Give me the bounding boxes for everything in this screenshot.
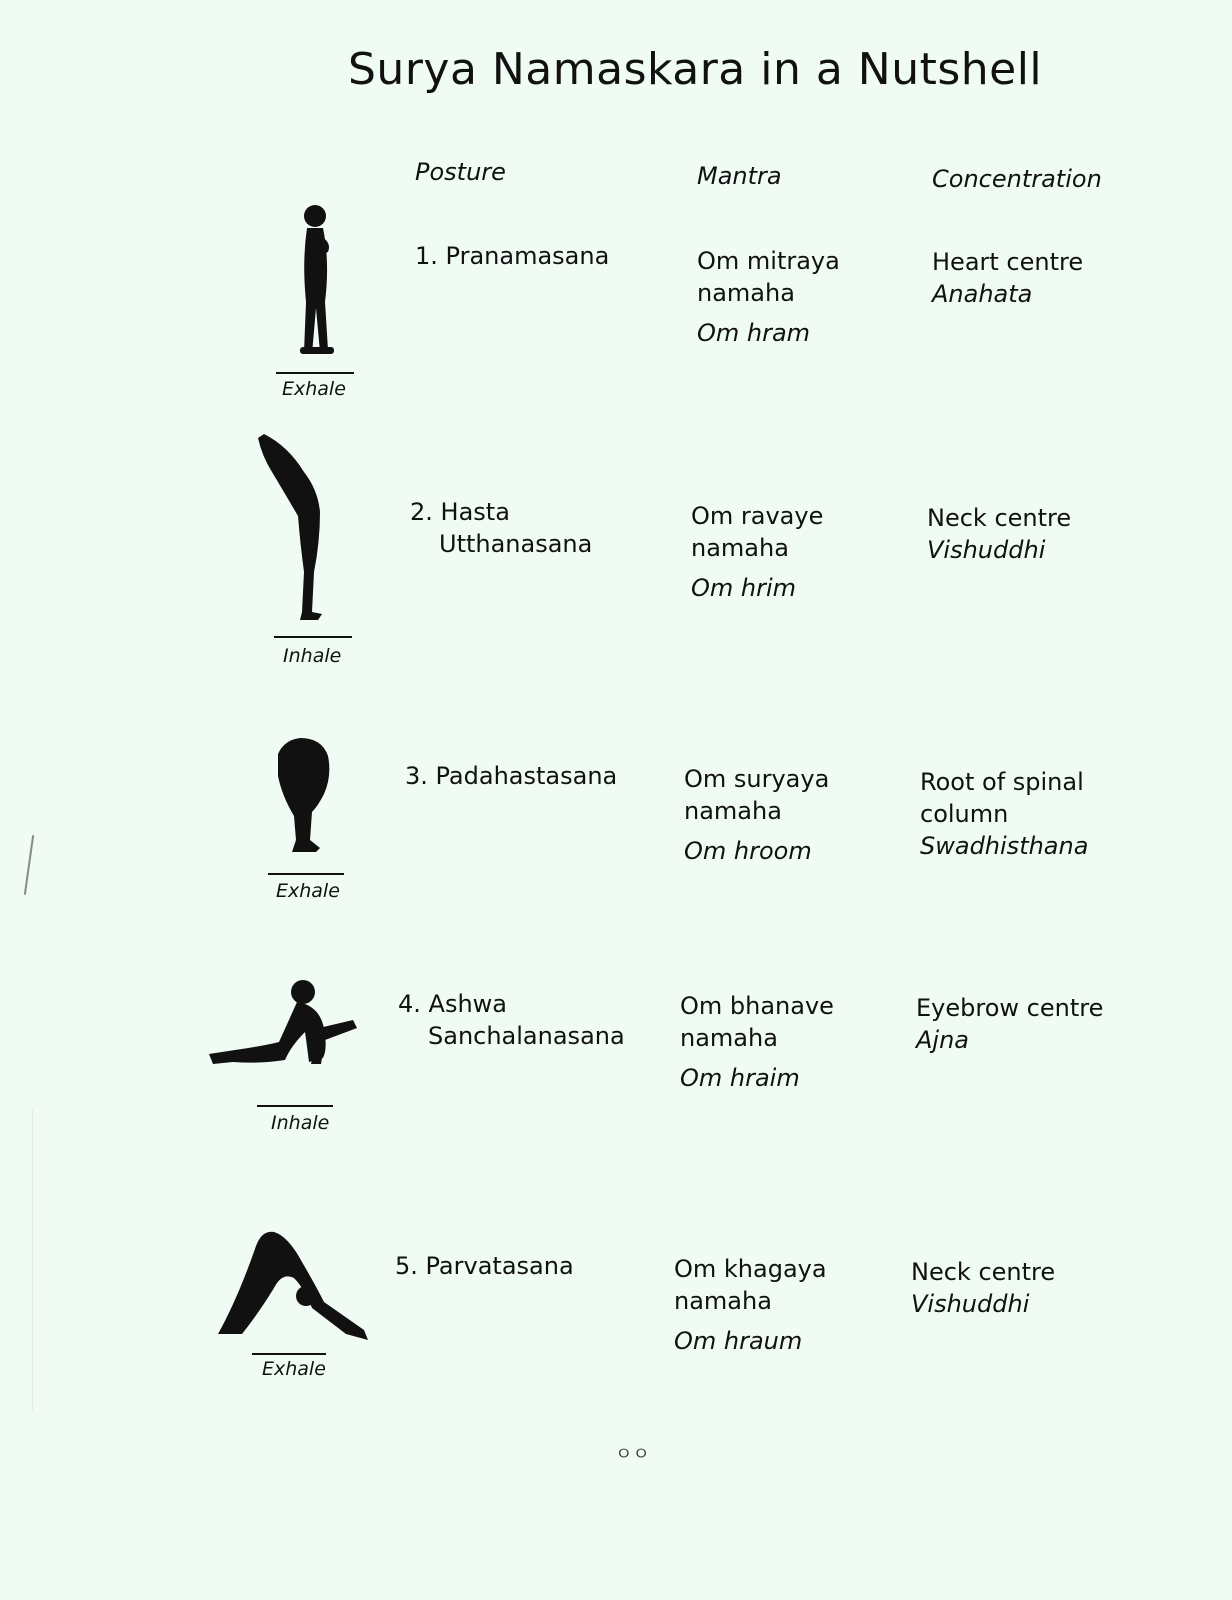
chakra-name: Ajna xyxy=(916,1026,970,1054)
page-title: Surya Namaskara in a Nutshell xyxy=(348,44,1043,95)
mountain-pose-icon xyxy=(212,1218,380,1358)
posture-name: 3. Padahastasana xyxy=(405,762,618,790)
posture-name: 5. Parvatasana xyxy=(395,1252,574,1280)
mantra-text: Om khagaya xyxy=(674,1255,827,1283)
mantra-text: Om mitraya xyxy=(697,247,840,275)
breath-label: Exhale xyxy=(262,1358,326,1380)
bija-mantra: Om hroom xyxy=(684,837,812,865)
concentration-point: Neck centre xyxy=(911,1258,1056,1286)
bija-mantra: Om hraum xyxy=(674,1327,803,1355)
bija-mantra: Om hrim xyxy=(691,574,797,602)
posture-name: 1. Pranamasana xyxy=(415,242,610,270)
mantra-text: namaha xyxy=(674,1287,772,1315)
concentration-point: Root of spinal xyxy=(920,768,1084,796)
mantra-text: Om suryaya xyxy=(684,765,830,793)
mantra-text: namaha xyxy=(697,279,795,307)
scan-margin-line xyxy=(32,1110,33,1410)
mantra-text: Om bhanave xyxy=(680,992,834,1020)
concentration-point: Heart centre xyxy=(932,248,1084,276)
concentration-point: Eyebrow centre xyxy=(916,994,1104,1022)
posture-name: 4. Ashwa xyxy=(398,990,507,1018)
posture-name: 2. Hasta xyxy=(410,498,510,526)
breath-label: Exhale xyxy=(282,378,346,400)
standing-forward-bend-icon xyxy=(262,736,352,878)
breath-label: Inhale xyxy=(283,645,342,667)
mantra-text: namaha xyxy=(680,1024,778,1052)
concentration-point: Neck centre xyxy=(927,504,1072,532)
posture-column-header: Posture xyxy=(415,158,506,186)
raised-arms-backbend-icon xyxy=(248,432,360,642)
bija-mantra: Om hram xyxy=(697,319,811,347)
chakra-name: Anahata xyxy=(932,280,1033,308)
mantra-text: Om ravaye xyxy=(691,502,824,530)
margin-pencil-mark xyxy=(24,835,34,895)
concentration-column-header: Concentration xyxy=(932,165,1102,193)
posture-name: Utthanasana xyxy=(439,530,593,558)
page-number-fragment: ㅇㅇ xyxy=(615,1444,650,1465)
lunge-pose-icon xyxy=(205,976,365,1111)
mantra-text: namaha xyxy=(691,534,789,562)
bija-mantra: Om hraim xyxy=(680,1064,800,1092)
standing-prayer-pose-icon xyxy=(270,202,360,377)
mantra-text: namaha xyxy=(684,797,782,825)
posture-name: Sanchalanasana xyxy=(428,1022,625,1050)
breath-label: Inhale xyxy=(271,1112,330,1134)
breath-label: Exhale xyxy=(276,880,340,902)
chakra-name: Swadhisthana xyxy=(920,832,1089,860)
chakra-name: Vishuddhi xyxy=(911,1290,1030,1318)
mantra-column-header: Mantra xyxy=(697,162,782,190)
concentration-point: column xyxy=(920,800,1009,828)
chakra-name: Vishuddhi xyxy=(927,536,1046,564)
